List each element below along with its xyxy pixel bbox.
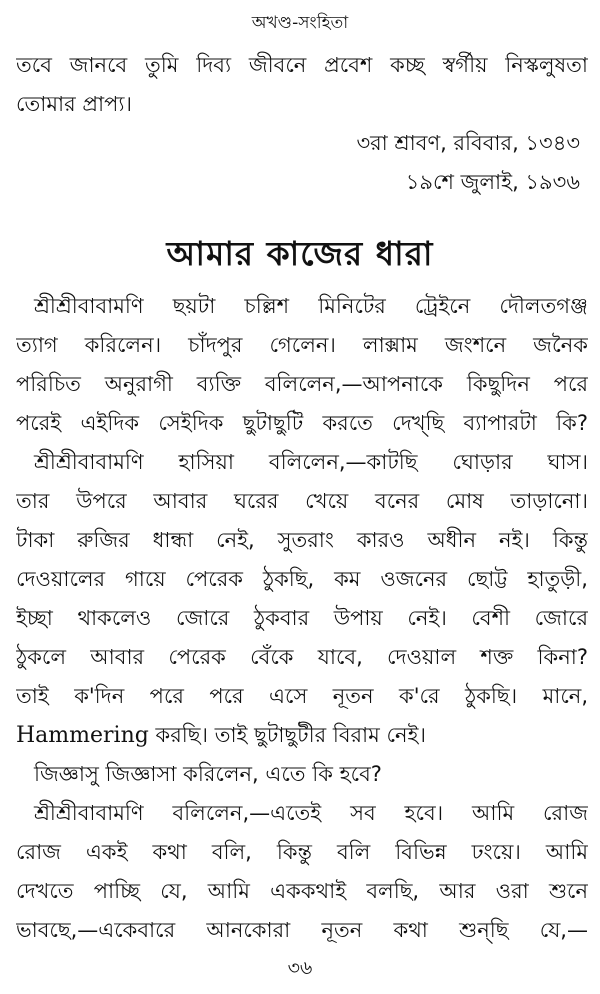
previous-section-text — [16, 46, 588, 202]
text-line: ঠুকলে আবার পেরেক বেঁকে যাবে, দেওয়াল শক্ত কিনা? — [16, 645, 588, 669]
text-line: তার উপরে আবার ঘরের খেয়ে বনের মোষ তাড়ানো। — [16, 489, 588, 513]
text-line: তোমার প্রাপ্য। — [16, 92, 132, 116]
section-title: আমার কাজের ধারা — [166, 234, 434, 273]
text-line: রোজ একই কথা বলি, কিন্তু বলি বিভিন্ন ঢংয়ে। আমি — [16, 840, 588, 864]
text-line: পরিচিত অনুরাগী ব্যক্তি বলিলেন,—আপনাকে কিছুদিন পরে — [16, 372, 588, 396]
text-line: ইচ্ছা থাকলেও জোরে ঠুকবার উপায় নেই। বেশী জোরে — [16, 606, 588, 630]
text-line: তাই ক'দিন পরে পরে এসে নূতন ক'রে ঠুকছি। মানে, — [16, 684, 588, 708]
text-line: শ্রীশ্রীবাবামণি হাসিয়া বলিলেন,—কাটছি ঘোড়ার ঘাস। — [34, 450, 588, 474]
running-head: অখণ্ড-সংহিতা — [251, 13, 349, 33]
text-line-hammering — [16, 716, 588, 755]
latin-word: Hammering — [16, 723, 149, 748]
text-line: ত্যাগ করিলেন। চাঁদপুর গেলেন। লাক্সাম জংশনে জনৈক — [16, 333, 588, 357]
text-line: দেওয়ালের গায়ে পেরেক ঠুকছি, কম ওজনের ছোট্ট হাতুড়ী, — [16, 567, 588, 591]
text-line-rest: করছি। তাই ছুটাছুটীর বিরাম নেই। — [155, 723, 426, 747]
text-line: শ্রীশ্রীবাবামণি ছয়টা চল্লিশ মিনিটের ট্রেইনে দৌলতগঞ্জ — [34, 294, 588, 318]
text-line: টাকা রুজির ধান্ধা নেই, সুতরাং কারও অধীন নই। কিন্তু — [16, 528, 588, 552]
date-bengali: ৩রা শ্রাবণ, রবিবার, ১৩৪৩ — [356, 131, 580, 155]
page-number: ৩৬ — [287, 957, 313, 979]
text-line: ভাবছে,—একেবারে আনকোরা নূতন কথা শুন্‌ছি যে,— — [16, 918, 588, 942]
text-line: পরেই এইদিক সেইদিক ছুটাছুটি করতে দেখ্‌ছি ব্যাপারটা কি? — [16, 411, 588, 435]
text-line: শ্রীশ্রীবাবামণি বলিলেন,—এতেই সব হবে। আমি রোজ — [34, 801, 588, 825]
text-line: জিজ্ঞাসু জিজ্ঞাসা করিলেন, এতে কি হবে? — [34, 762, 382, 786]
date-english: ১৯শে জুলাই, ১৯৩৬ — [405, 170, 580, 194]
section-body — [16, 287, 588, 950]
text-line: তবে জানবে তুমি দিব্য জীবনে প্রবেশ কচ্ছ স্বর্গীয় নিস্কলুষতা — [16, 53, 588, 77]
text-line: দেখতে পাচ্ছি যে, আমি এককথাই বলছি, আর ওরা শুনে — [16, 879, 588, 903]
